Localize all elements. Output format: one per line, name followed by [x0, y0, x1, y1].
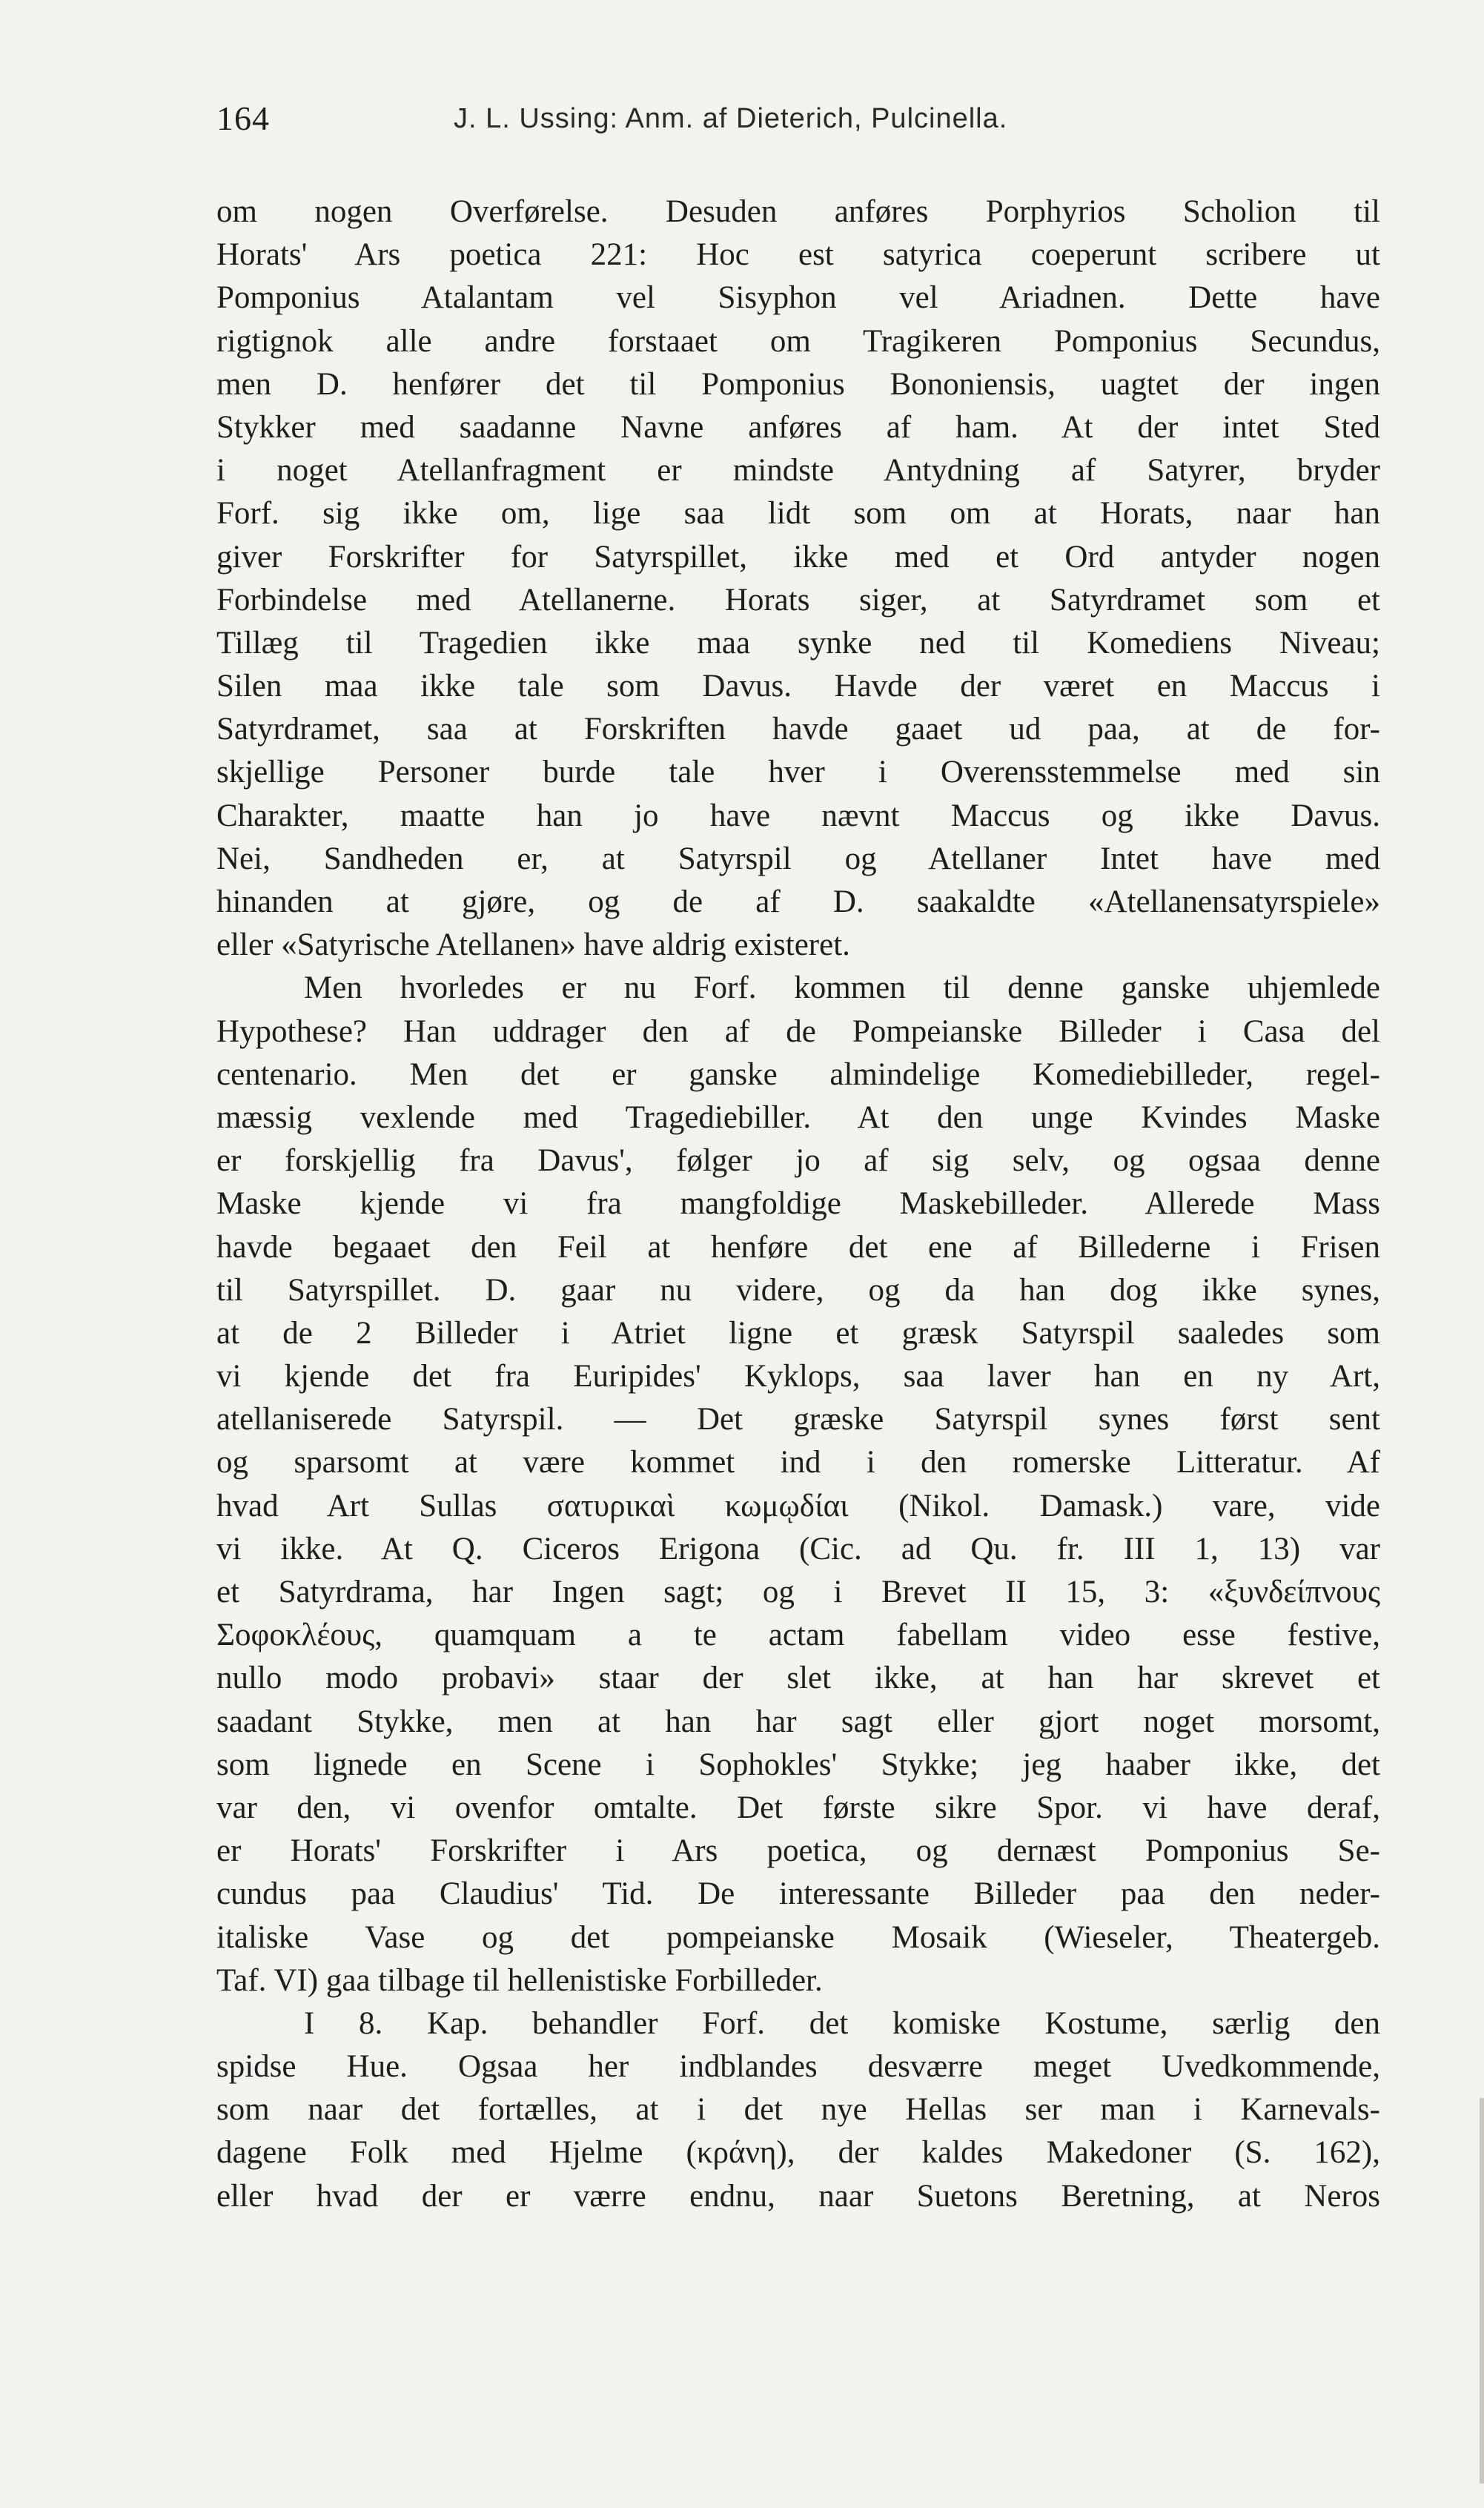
text-line: vi kjende det fra Euripides' Kyklops, saa laver han en ny Art, — [216, 1359, 1380, 1394]
text-line: spidse Hue. Ogsaa her indblandes desværre meget Uvedkommende, — [216, 2049, 1380, 2085]
text-line: cundus paa Claudius' Tid. De interessante Billeder paa den neder- — [216, 1876, 1380, 1912]
text-line: Forbindelse med Atellanerne. Horats siger, at Satyrdramet som et — [216, 582, 1380, 618]
text-line: Maske kjende vi fra mangfoldige Maskebilleder. Allerede Mass — [216, 1186, 1380, 1222]
text-line: dagene Folk med Hjelme (κράνη), der kaldes Makedoner (S. 162), — [216, 2135, 1380, 2171]
text-line: Horats' Ars poetica 221: Hoc est satyrica coeperunt scribere ut — [216, 237, 1380, 273]
paragraph-end-line: Taf. VI) gaa tilbage til hellenistiske Forbilleder. — [216, 1962, 823, 1998]
running-title: J. L. Ussing: Anm. af Dieterich, Pulcinella. — [454, 103, 1008, 134]
text-line: Forf. sig ikke om, lige saa lidt som om at Horats, naar han — [216, 496, 1380, 532]
text-line: atellaniserede Satyrspil. — Det græske Satyrspil synes først sent — [216, 1402, 1380, 1437]
text-line: er Horats' Forskrifter i Ars poetica, og dernæst Pomponius Se- — [216, 1833, 1380, 1869]
text-line: Hypothese? Han uddrager den af de Pompeianske Billeder i Casa del — [216, 1013, 1380, 1049]
text-line: giver Forskrifter for Satyrspillet, ikke med et Ord antyder nogen — [216, 539, 1380, 575]
text-line: centenario. Men det er ganske almindelige Komediebilleder, regel- — [216, 1056, 1380, 1092]
paragraph-end-line: eller «Satyrische Atellanen» have aldrig existeret. — [216, 927, 850, 963]
text-line: Silen maa ikke tale som Davus. Havde der været en Maccus i — [216, 669, 1380, 704]
text-line: om nogen Overførelse. Desuden anføres Porphyrios Scholion til — [216, 194, 1380, 229]
paragraph-start-line: Men hvorledes er nu Forf. kommen til denne ganske uhjemlede — [304, 970, 1380, 1006]
text-line: italiske Vase og det pompeianske Mosaik (Wieseler, Theatergeb. — [216, 1919, 1380, 1955]
text-line: Nei, Sandheden er, at Satyrspil og Atellaner Intet have med — [216, 841, 1380, 876]
text-line: Pomponius Atalantam vel Sisyphon vel Ariadnen. Dette have — [216, 280, 1380, 316]
text-line: men D. henfører det til Pomponius Bononiensis, uagtet der ingen — [216, 366, 1380, 402]
text-line: som lignede en Scene i Sophokles' Stykke; jeg haaber ikke, det — [216, 1747, 1380, 1782]
text-line: eller hvad der er værre endnu, naar Suetons Beretning, at Neros — [216, 2178, 1380, 2214]
text-line: var den, vi ovenfor omtalte. Det første sikre Spor. vi have deraf, — [216, 1790, 1380, 1825]
text-line: i noget Atellanfragment er mindste Antydning af Satyrer, bryder — [216, 453, 1380, 489]
page-edge-shadow — [1480, 2098, 1484, 2484]
page-number: 164 — [216, 99, 270, 137]
text-line: at de 2 Billeder i Atriet ligne et græsk Satyrspil saaledes som — [216, 1315, 1380, 1351]
text-line: nullo modo probavi» staar der slet ikke, at han har skrevet et — [216, 1661, 1380, 1696]
page-header — [216, 96, 1373, 141]
text-line: Stykker med saadanne Navne anføres af ham. At der intet Sted — [216, 409, 1380, 445]
text-line: hvad Art Sullas σατυρικαὶ κωμῳδίαι (Nikol. Damask.) vare, vide — [216, 1488, 1380, 1523]
text-line: Tillæg til Tragedien ikke maa synke ned til Komediens Niveau; — [216, 625, 1380, 661]
text-line: som naar det fortælles, at i det nye Hellas ser man i Karnevals- — [216, 2092, 1380, 2128]
paragraph-start-line: I 8. Kap. behandler Forf. det komiske Kostume, særlig den — [304, 2005, 1380, 2041]
text-line: Satyrdramet, saa at Forskriften havde gaaet ud paa, at de for- — [216, 712, 1380, 747]
text-line: Charakter, maatte han jo have nævnt Maccus og ikke Davus. — [216, 798, 1380, 833]
text-line: Σοφοκλέους, quamquam a te actam fabellam video esse festive, — [216, 1618, 1380, 1653]
body-text — [216, 191, 1380, 2218]
text-line: er forskjellig fra Davus', følger jo af sig selv, og ogsaa denne — [216, 1143, 1380, 1179]
text-line: vi ikke. At Q. Ciceros Erigona (Cic. ad Qu. fr. III 1, 13) var — [216, 1531, 1380, 1566]
text-line: mæssig vexlende med Tragediebiller. At den unge Kvindes Maske — [216, 1099, 1380, 1135]
text-line: rigtignok alle andre forstaaet om Tragikeren Pomponius Secundus, — [216, 323, 1380, 359]
text-line: skjellige Personer burde tale hver i Overensstemmelse med sin — [216, 755, 1380, 790]
text-line: et Satyrdrama, har Ingen sagt; og i Brevet II 15, 3: «ξυνδείπνους — [216, 1575, 1380, 1609]
text-line: hinanden at gjøre, og de af D. saakaldte «Atellanensatyrspiele» — [216, 884, 1380, 919]
text-line: og sparsomt at være kommet ind i den romerske Litteratur. Af — [216, 1445, 1380, 1480]
text-line: til Satyrspillet. D. gaar nu videre, og da han dog ikke synes, — [216, 1272, 1380, 1308]
text-line: saadant Stykke, men at han har sagt eller gjort noget morsomt, — [216, 1704, 1380, 1739]
text-line: havde begaaet den Feil at henføre det ene af Billederne i Frisen — [216, 1229, 1380, 1265]
